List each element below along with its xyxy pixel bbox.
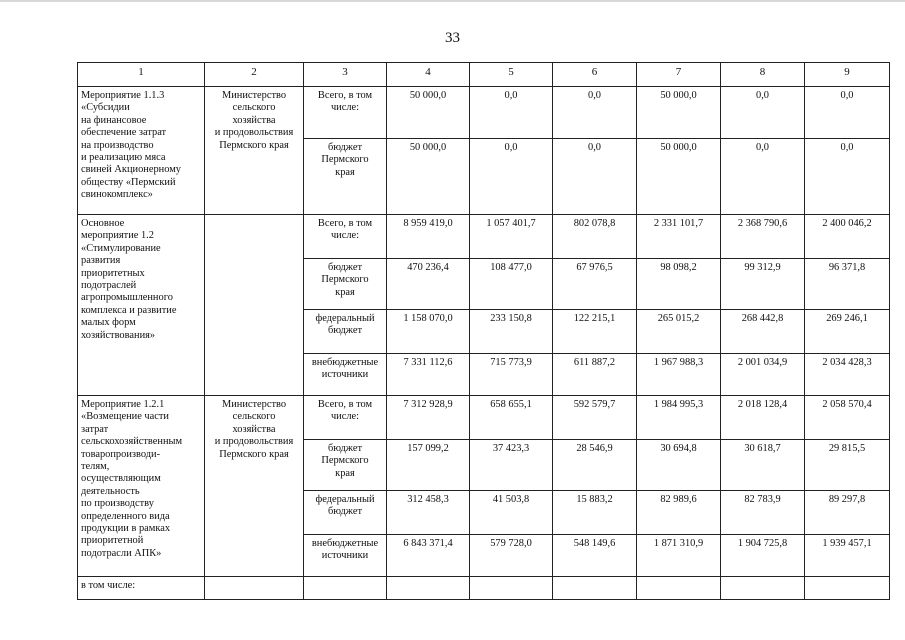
column-number: 9 bbox=[805, 63, 890, 87]
amount-cell: 0,0 bbox=[470, 139, 553, 215]
amount-cell: 611 887,2 bbox=[553, 354, 637, 396]
column-number: 4 bbox=[387, 63, 470, 87]
amount-cell: 29 815,5 bbox=[805, 440, 890, 491]
funding-source-line: внебюджетные bbox=[311, 357, 379, 368]
amount-cell: 41 503,8 bbox=[470, 491, 553, 535]
amount-cell: 50 000,0 bbox=[637, 139, 721, 215]
funding-source-line: бюджет bbox=[327, 325, 362, 337]
measure-name-line: приоритетной bbox=[81, 535, 144, 547]
amount-cell: 122 215,1 bbox=[553, 310, 637, 354]
amount-cell: 0,0 bbox=[470, 87, 553, 139]
funding-source-line: Пермского bbox=[321, 154, 369, 166]
executor-line: и продовольствия bbox=[214, 127, 294, 139]
funding-source-line: федеральный bbox=[315, 494, 375, 505]
amount-cell: 50 000,0 bbox=[387, 87, 470, 139]
amount-cell: 0,0 bbox=[553, 87, 637, 139]
measure-name-line: продукции в рамках bbox=[81, 523, 171, 535]
amount-cell: 269 246,1 bbox=[805, 310, 890, 354]
amount-cell: 0,0 bbox=[553, 139, 637, 215]
amount-cell: 2 034 428,3 bbox=[805, 354, 890, 396]
executor-cell bbox=[205, 396, 304, 577]
empty-cell bbox=[387, 577, 470, 600]
measure-name-line: агропромышленного bbox=[81, 292, 173, 304]
table-row bbox=[78, 577, 890, 600]
amount-cell: 7 312 928,9 bbox=[387, 396, 470, 440]
measure-name-line: свинокомплекс» bbox=[81, 189, 153, 201]
amount-cell: 1 871 310,9 bbox=[637, 535, 721, 577]
measure-name-line: товаропроизводи- bbox=[81, 448, 161, 460]
amount-cell: 50 000,0 bbox=[387, 139, 470, 215]
executor-line: хозяйства bbox=[232, 423, 276, 435]
measure-name-line: Мероприятие 1.1.3 bbox=[81, 90, 165, 101]
scan-edge-line bbox=[0, 0, 905, 2]
amount-cell: 28 546,9 bbox=[553, 440, 637, 491]
budget-table bbox=[77, 62, 890, 600]
measure-name-line: по производству bbox=[81, 498, 154, 510]
measure-name-line: развития bbox=[81, 255, 121, 267]
amount-cell: 1 904 725,8 bbox=[721, 535, 805, 577]
amount-cell: 8 959 419,0 bbox=[387, 215, 470, 259]
funding-source-line: Всего, в том bbox=[317, 399, 373, 410]
budget-table-body bbox=[78, 63, 890, 600]
amount-cell: 470 236,4 bbox=[387, 259, 470, 310]
funding-source-line: источники bbox=[321, 550, 369, 562]
measure-name-line: обществу «Пермский bbox=[81, 176, 176, 188]
measure-name-line: «Субсидии bbox=[81, 102, 130, 114]
funding-source-line: бюджет bbox=[327, 506, 362, 518]
measure-name-line: подотраслей bbox=[81, 280, 137, 292]
measure-name-line: комплекса и развитие bbox=[81, 304, 177, 316]
table-row bbox=[78, 87, 890, 139]
funding-source-cell bbox=[304, 535, 387, 577]
measure-name-line: на финансовое bbox=[81, 114, 147, 126]
empty-cell bbox=[805, 577, 890, 600]
amount-cell: 1 158 070,0 bbox=[387, 310, 470, 354]
amount-cell: 2 331 101,7 bbox=[637, 215, 721, 259]
including-label-cell: в том числе: bbox=[78, 577, 205, 600]
measure-name-line: затрат bbox=[81, 423, 109, 435]
amount-cell: 312 458,3 bbox=[387, 491, 470, 535]
column-number-row bbox=[78, 63, 890, 87]
empty-cell bbox=[721, 577, 805, 600]
amount-cell: 802 078,8 bbox=[553, 215, 637, 259]
funding-source-line: бюджет bbox=[327, 443, 362, 454]
measure-name-line: «Стимулирование bbox=[81, 242, 161, 254]
funding-source-line: внебюджетные bbox=[311, 538, 379, 549]
measure-name-line: деятельность bbox=[81, 485, 140, 497]
measure-name-line: малых форм bbox=[81, 317, 136, 329]
amount-cell: 2 001 034,9 bbox=[721, 354, 805, 396]
measure-name-line: подотрасли АПК» bbox=[81, 547, 162, 559]
funding-source-cell bbox=[304, 259, 387, 310]
amount-cell: 0,0 bbox=[805, 139, 890, 215]
amount-cell: 0,0 bbox=[721, 139, 805, 215]
amount-cell: 0,0 bbox=[805, 87, 890, 139]
amount-cell: 82 989,6 bbox=[637, 491, 721, 535]
funding-source-line: края bbox=[335, 467, 355, 479]
executor-line: Пермского края bbox=[219, 139, 289, 151]
funding-source-line: Всего, в том bbox=[317, 90, 373, 101]
executor-cell bbox=[205, 215, 304, 396]
amount-cell: 37 423,3 bbox=[470, 440, 553, 491]
funding-source-line: числе: bbox=[330, 230, 360, 242]
funding-source-line: края bbox=[335, 166, 355, 178]
amount-cell: 99 312,9 bbox=[721, 259, 805, 310]
column-number: 1 bbox=[78, 63, 205, 87]
amount-cell: 6 843 371,4 bbox=[387, 535, 470, 577]
table-row bbox=[78, 396, 890, 440]
amount-cell: 658 655,1 bbox=[470, 396, 553, 440]
amount-cell: 715 773,9 bbox=[470, 354, 553, 396]
funding-source-line: федеральный bbox=[315, 313, 375, 324]
measure-name-line: «Возмещение части bbox=[81, 411, 169, 423]
measure-name-line: Мероприятие 1.2.1 bbox=[81, 399, 165, 410]
funding-source-line: бюджет bbox=[327, 262, 362, 273]
amount-cell: 1 939 457,1 bbox=[805, 535, 890, 577]
funding-source-line: бюджет bbox=[327, 142, 362, 153]
amount-cell: 30 618,7 bbox=[721, 440, 805, 491]
funding-source-cell bbox=[304, 354, 387, 396]
measure-name-cell bbox=[78, 215, 205, 396]
amount-cell: 233 150,8 bbox=[470, 310, 553, 354]
funding-source-cell bbox=[304, 396, 387, 440]
measure-name-line: телям, bbox=[81, 461, 110, 473]
funding-source-cell bbox=[304, 139, 387, 215]
amount-cell: 548 149,6 bbox=[553, 535, 637, 577]
empty-cell bbox=[553, 577, 637, 600]
executor-line: хозяйства bbox=[232, 114, 276, 126]
measure-name-line: хозяйствования» bbox=[81, 329, 156, 341]
funding-source-line: числе: bbox=[330, 411, 360, 423]
executor-line: сельского bbox=[232, 102, 276, 114]
funding-source-cell bbox=[304, 87, 387, 139]
amount-cell: 2 368 790,6 bbox=[721, 215, 805, 259]
amount-cell: 1 057 401,7 bbox=[470, 215, 553, 259]
executor-line: Министерство bbox=[221, 399, 287, 410]
funding-source-cell bbox=[304, 440, 387, 491]
measure-name-line: свиней Акционерному bbox=[81, 164, 181, 176]
funding-source-cell bbox=[304, 491, 387, 535]
executor-line: сельского bbox=[232, 411, 276, 423]
amount-cell: 108 477,0 bbox=[470, 259, 553, 310]
amount-cell: 82 783,9 bbox=[721, 491, 805, 535]
measure-name-line: на производство bbox=[81, 139, 154, 151]
amount-cell: 89 297,8 bbox=[805, 491, 890, 535]
page-number: 33 bbox=[445, 30, 460, 46]
column-number: 2 bbox=[205, 63, 304, 87]
amount-cell: 96 371,8 bbox=[805, 259, 890, 310]
funding-source-line: Пермского bbox=[321, 274, 369, 286]
funding-source-line: источники bbox=[321, 369, 369, 381]
amount-cell: 15 883,2 bbox=[553, 491, 637, 535]
column-number: 8 bbox=[721, 63, 805, 87]
executor-line: Пермского края bbox=[219, 448, 289, 460]
amount-cell: 268 442,8 bbox=[721, 310, 805, 354]
amount-cell: 579 728,0 bbox=[470, 535, 553, 577]
table-row bbox=[78, 215, 890, 259]
funding-source-line: числе: bbox=[330, 102, 360, 114]
funding-source-line: Всего, в том bbox=[317, 218, 373, 229]
amount-cell: 265 015,2 bbox=[637, 310, 721, 354]
measure-name-line: и реализацию мяса bbox=[81, 152, 166, 164]
measure-name-line: сельскохозяйственным bbox=[81, 436, 183, 448]
executor-line: и продовольствия bbox=[214, 436, 294, 448]
column-number: 6 bbox=[553, 63, 637, 87]
measure-name-line: приоритетных bbox=[81, 267, 145, 279]
amount-cell: 98 098,2 bbox=[637, 259, 721, 310]
measure-name-line: определенного вида bbox=[81, 510, 170, 522]
amount-cell: 2 058 570,4 bbox=[805, 396, 890, 440]
amount-cell: 50 000,0 bbox=[637, 87, 721, 139]
column-number: 7 bbox=[637, 63, 721, 87]
funding-source-cell bbox=[304, 215, 387, 259]
measure-name-cell bbox=[78, 396, 205, 577]
amount-cell: 592 579,7 bbox=[553, 396, 637, 440]
funding-source-line: Пермского bbox=[321, 455, 369, 467]
measure-name-line: мероприятие 1.2 bbox=[81, 230, 154, 242]
measure-name-cell bbox=[78, 87, 205, 215]
measure-name-line: обеспечение затрат bbox=[81, 127, 167, 139]
column-number: 5 bbox=[470, 63, 553, 87]
executor-cell bbox=[205, 87, 304, 215]
amount-cell: 30 694,8 bbox=[637, 440, 721, 491]
amount-cell: 157 099,2 bbox=[387, 440, 470, 491]
column-number: 3 bbox=[304, 63, 387, 87]
amount-cell: 0,0 bbox=[721, 87, 805, 139]
measure-name-line: Основное bbox=[81, 218, 125, 229]
amount-cell: 1 984 995,3 bbox=[637, 396, 721, 440]
empty-cell bbox=[304, 577, 387, 600]
amount-cell: 2 400 046,2 bbox=[805, 215, 890, 259]
funding-source-line: края bbox=[335, 286, 355, 298]
executor-line: Министерство bbox=[221, 90, 287, 101]
amount-cell: 2 018 128,4 bbox=[721, 396, 805, 440]
measure-name-line: осуществляющим bbox=[81, 473, 161, 485]
empty-cell bbox=[637, 577, 721, 600]
amount-cell: 67 976,5 bbox=[553, 259, 637, 310]
empty-cell bbox=[470, 577, 553, 600]
amount-cell: 1 967 988,3 bbox=[637, 354, 721, 396]
amount-cell: 7 331 112,6 bbox=[387, 354, 470, 396]
funding-source-cell bbox=[304, 310, 387, 354]
empty-cell bbox=[205, 577, 304, 600]
